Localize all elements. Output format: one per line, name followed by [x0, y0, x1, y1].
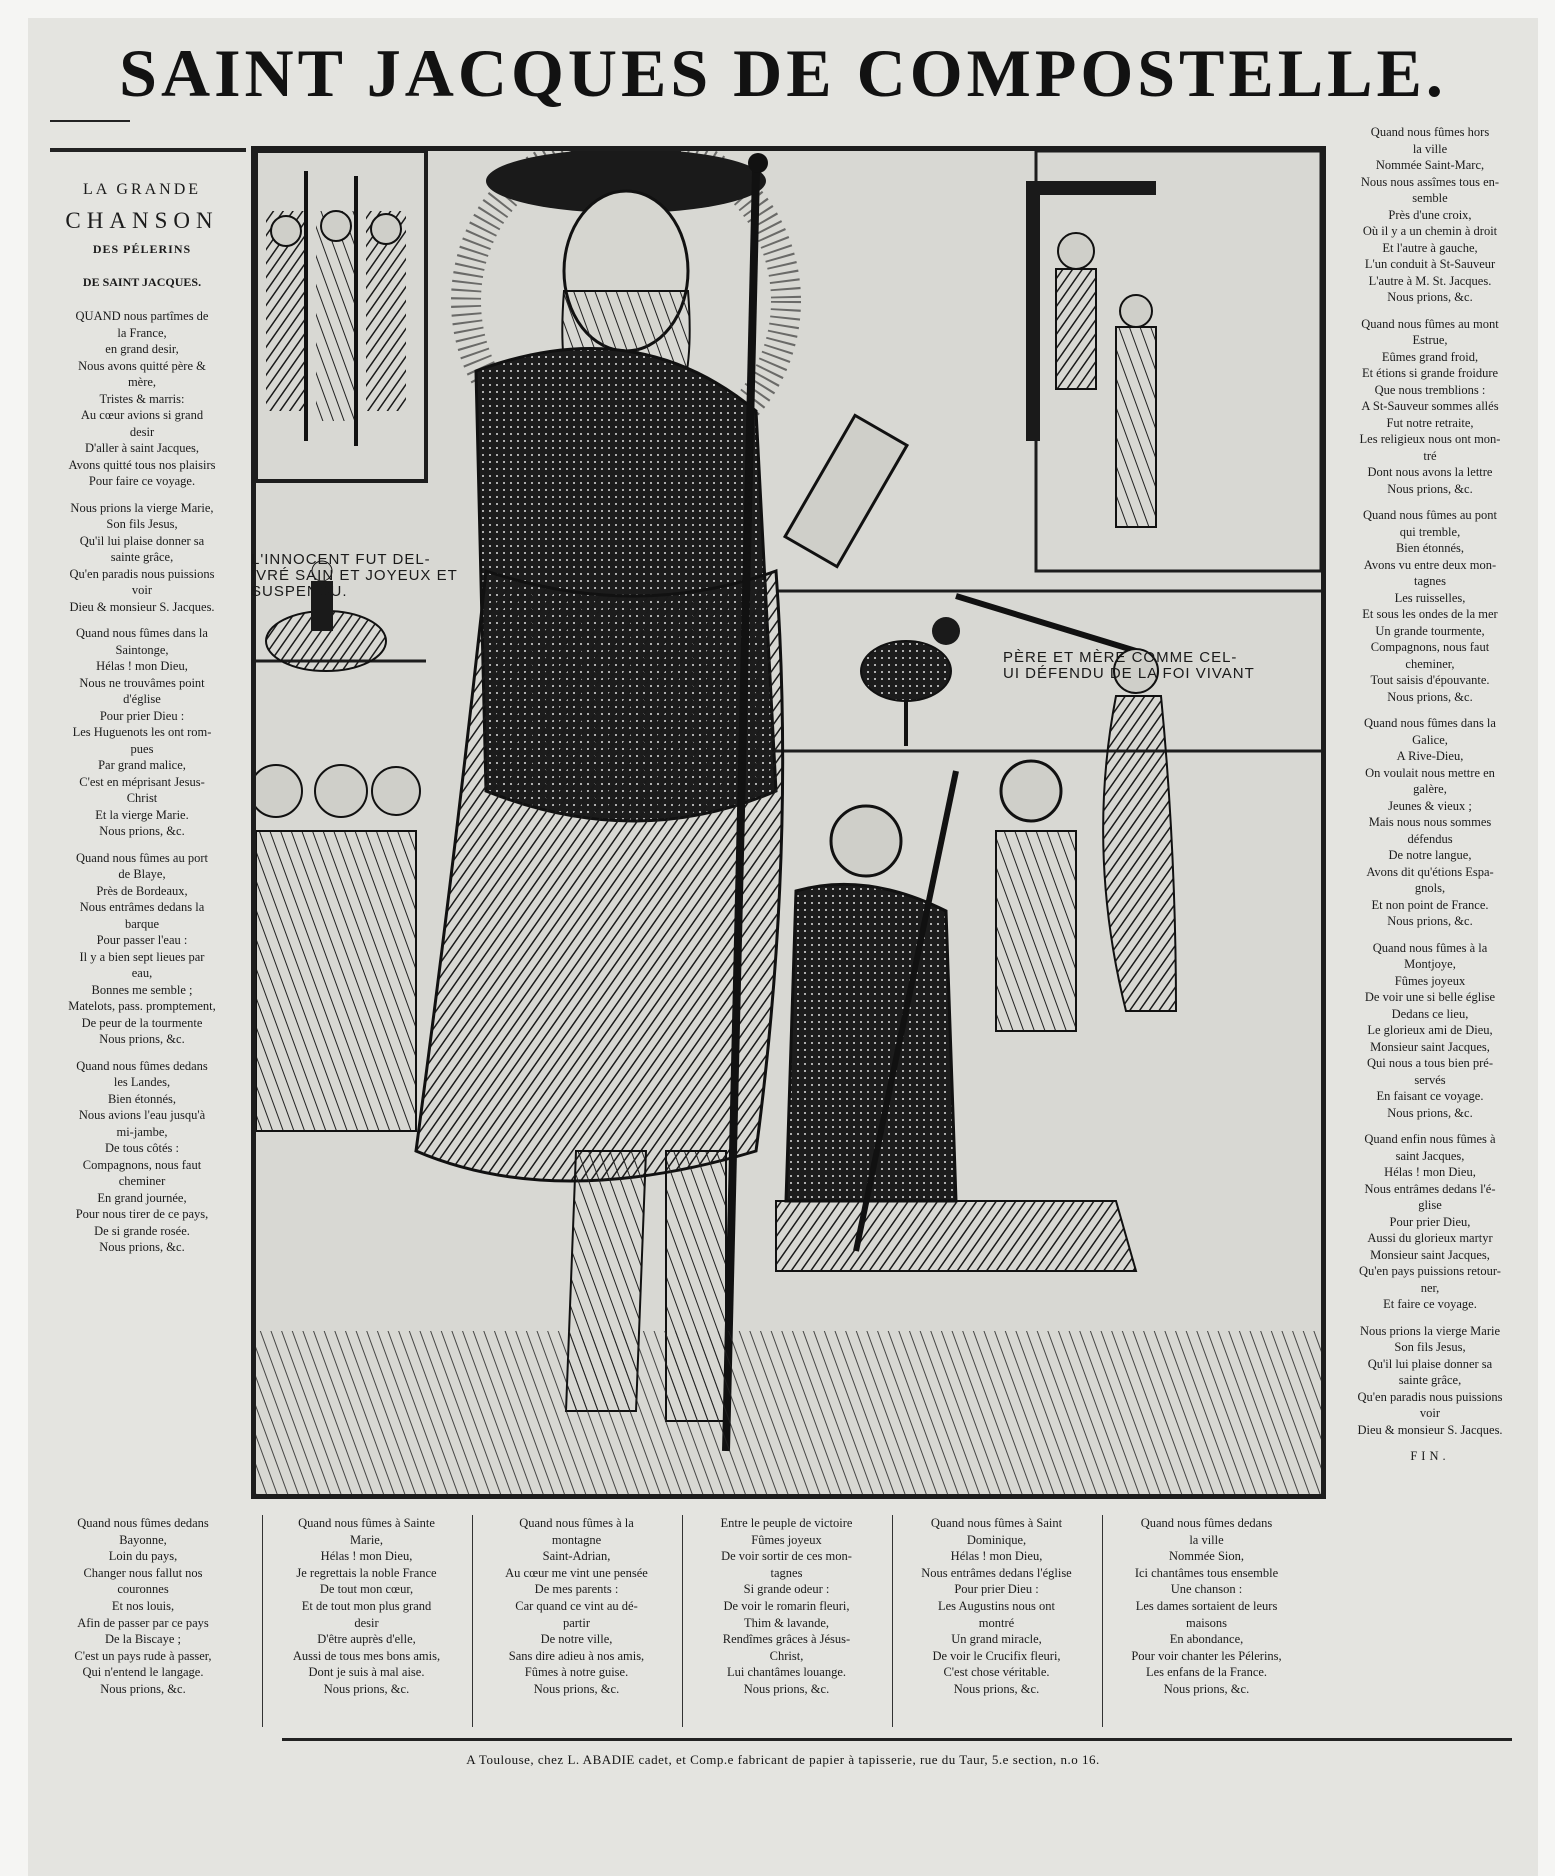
bottom-stanza: Quand nous fûmes à Sainte Marie, Hélas ! mon Dieu, Je regrettais la noble France De tout mon cœur, Et de tout mon plus grand desir D'être auprès d'elle, Aussi de tous mes bons amis, Dont je suis à mal aise. Nous prions, &c. [262, 1515, 470, 1727]
stanza: Quand nous fûmes à la Montjoye, Fûmes joyeux De voir une si belle église Dedans ce lieu, Le glorieux ami de Dieu, Monsieur saint Jacques, Qui nous a tous bien pré- servés En faisant ce voyage. Nous prions, &c. [1364, 940, 1496, 1120]
printer-imprint: A Toulouse, chez L. ABADIE cadet, et Comp.e fabricant de papier à tapisserie, rue du Taur, 5.e section, n.o 16. [466, 1752, 1100, 1767]
bottom-stanza-row [262, 1515, 1532, 1727]
stanza: QUAND nous partîmes de la France, en grand desir, Nous avons quitté père & mère, Tristes & marris: Au cœur avions si grand desir D'aller à saint Jacques, Avons quitté tous nos plaisirs Pour faire ce voyage. [68, 309, 216, 488]
bottom-stanza: Quand nous fûmes dedans la ville Nommée Sion, Ici chantâmes tous ensemble Une chanson : Les dames sortaient de leurs maisons En abondance, Pour voir chanter les Pélerins, Les enfans de la France. Nous prions, &c. [1102, 1515, 1310, 1727]
top-rule-short [50, 120, 130, 122]
left-text-column [38, 176, 246, 1266]
heading-pelerins: DES PÉLERINS [92, 242, 192, 256]
page-title: SAINT JACQUES DE COMPOSTELLE. [119, 35, 1447, 111]
caption-pere-mere: PÈRE ET MÈRE COMME CEL- UI DÉFENDU DE LA FOI VIVANT [1003, 649, 1255, 682]
bottom-stanza: Quand nous fûmes à Saint Dominique, Hélas ! mon Dieu, Nous entrâmes dedans l'église Pour prier Dieu : Les Augustins nous ont montré Un grand miracle, De voir le Crucifix fleuri, C'est chose véritable. Nous prions, &c. [892, 1515, 1100, 1727]
stanza: Quand nous fûmes au mont Estrue, Eûmes grand froid, Et étions si grande froidure Que nous tremblions : A St-Sauveur sommes allés Fut notre retraite, Les religieux nous ont mon- tré Dont nous avons la lettre Nous prions, &c. [1359, 316, 1501, 496]
stanza: Quand nous fûmes dans la Saintonge, Hélas ! mon Dieu, Nous ne trouvâmes point d'église Pour prier Dieu : Les Huguenots les ont rom- pues Par grand malice, C'est en méprisant Jesus- Christ Et la vierge Marie. Nous prions, &c. [72, 626, 212, 838]
stanza: Quand nous fûmes hors la ville Nommée Saint-Marc, Nous nous assîmes tous en- semble Près d'une croix, Où il y a un chemin à droit Et l'autre à gauche, L'un conduit à St-Sauveur L'autre à M. St. Jacques. Nous prions, &c. [1360, 125, 1500, 304]
kneeling-pilgrim-right [776, 761, 1136, 1271]
top-rule [50, 148, 246, 152]
stanza: Nous prions la vierge Marie Son fils Jesus, Qu'il lui plaise donner sa sainte grâce, Qu'en paradis nous puissions voir Dieu & monsieur S. Jacques. [1357, 1323, 1503, 1437]
bottom-stanza: Entre le peuple de victoire Fûmes joyeux De voir sortir de ces mon- tagnes Si grande odeur : De voir le romarin fleuri, Thim & lavande, Rendîmes grâces à Jésus- Christ, Lui chantâmes louange. Nous prions, &c. [682, 1515, 890, 1727]
heading-chanson: CHANSON [65, 207, 219, 233]
end-mark: FIN. [1410, 1449, 1450, 1463]
rooster [861, 617, 960, 746]
stanza: Quand nous fûmes dedans les Landes, Bien étonnés, Nous avions l'eau jusqu'à mi-jambe, De tous côtés : Compagnons, nous faut cheminer En grand journée, Pour nous tirer de ce pays, De si grande rosée. Nous prions, &c. [75, 1058, 209, 1254]
right-text-column [1330, 124, 1530, 1475]
bottom-stanza: Quand nous fûmes à la montagne Saint-Adrian, Au cœur me vint une pensée De mes parents : Car quand ce vint au dé- partir De notre ville, Sans dire adieu à nos amis, Fûmes à notre guise. Nous prions, &c. [472, 1515, 680, 1727]
caption-innocent: L'INNOCENT FUT DEL- IVRÉ SAIN ET JOYEUX ET SUSPENDU. [251, 551, 458, 600]
pilgrims-group [266, 171, 406, 446]
stanza: Nous prions la vierge Marie, Son fils Jesus, Qu'il lui plaise donner sa sainte grâce, Qu'en paradis nous puissions voir Dieu & monsieur S. Jacques. [69, 500, 215, 614]
heading-saint-jacques: DE SAINT JACQUES. [82, 274, 202, 289]
hanged-figure-scene [1026, 181, 1156, 527]
woodcut-drawing [256, 151, 1321, 1494]
stanza: Quand nous fûmes dans la Galice, A Rive-Dieu, On voulait nous mettre en galère, Jeunes & vieux ; Mais nous nous sommes défendus De notre langue, Avons dit qu'étions Espa- gnols, Et non point de France. Nous prions, &c. [1364, 716, 1496, 928]
stanza: Quand nous fûmes au port de Blaye, Près de Bordeaux, Nous entrâmes dedans la barque Pour passer l'eau : Il y a bien sept lieues par eau, Bonnes me semble ; Matelots, pass. promptement, De peur de la tourmente Nous prions, &c. [68, 850, 216, 1046]
stanza: Quand enfin nous fûmes à saint Jacques, Hélas ! mon Dieu, Nous entrâmes dedans l'é- glise Pour prier Dieu, Aussi du glorieux martyr Monsieur saint Jacques, Qu'en pays puissions retour- ner, Et faire ce voyage. [1359, 1132, 1501, 1311]
bottom-stanza: Quand nous fûmes dedans Bayonne, Loin du pays, Changer nous fallut nos couronnes Et nos louis, Afin de passer par ce pays De la Biscaye ; C'est un pays rude à passer, Qui n'entend le langage. Nous prions, &c. [74, 1516, 212, 1696]
woodcut-illustration [251, 146, 1326, 1499]
stanza: Quand nous fûmes au pont qui tremble, Bien étonnés, Avons vu entre deux mon- tagnes Les ruisselles, Et sous les ondes de la mer Un grande tourmente, Compagnons, nous faut cheminer, Tout saisis d'épouvante. Nous prions, &c. [1362, 508, 1498, 704]
heading-la-grande: LA GRANDE [82, 181, 202, 198]
bottom-rule [282, 1738, 1512, 1741]
kneeling-pilgrims-left [256, 765, 420, 1131]
